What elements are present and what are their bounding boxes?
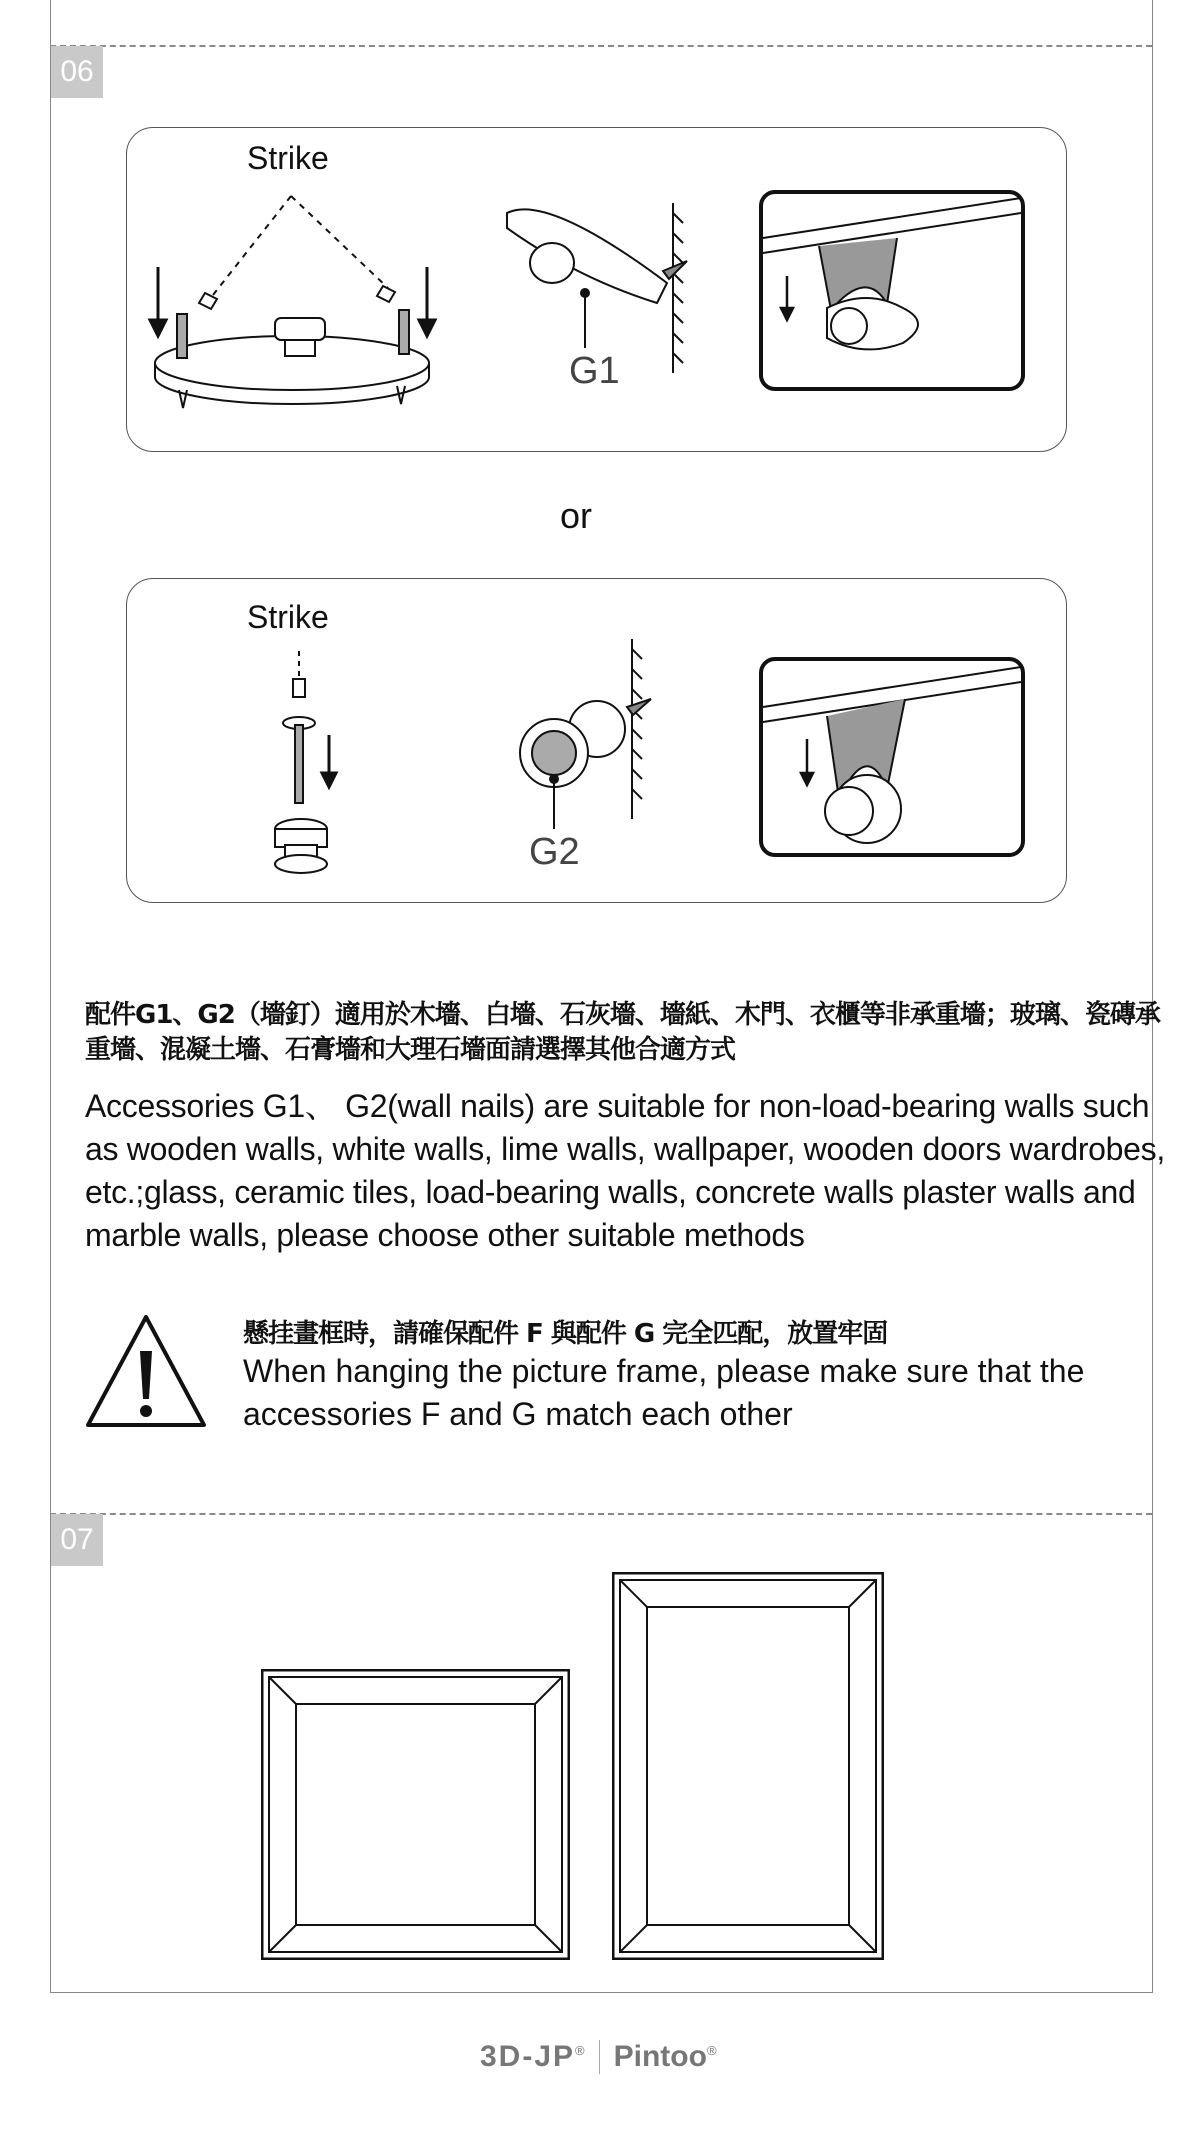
section-divider (50, 1513, 1152, 1515)
note-english: Accessories G1、 G2(wall nails) are suitable for non-load-bearing walls such as wooden walls, white walls, lime walls, wallpaper, wooden doors wardrobes, etc.;glass, ceramic tiles, load-bearing walls, concrete walls plaster walls and marble walls, please choose other suitable methods (85, 1088, 1165, 1253)
border-bottom (50, 1992, 1153, 1993)
square-frame-illustration (261, 1669, 570, 1960)
part-label-g1: G1 (569, 350, 620, 392)
brand-3djp (480, 2040, 585, 2074)
instruction-panel-g2 (126, 578, 1067, 903)
brand-pintoo-text: Pintoo (613, 2040, 707, 2073)
border-left (50, 0, 51, 1992)
registered-mark: ® (575, 2043, 585, 2058)
instruction-panel-g1 (126, 127, 1067, 452)
note-chinese: 配件G1、G2（墻釘）適用於木墻、白墻、石灰墻、墻紙、木門、衣櫃等非承重墻；玻璃、瓷磚承重墻、混凝土墻、石膏墻和大理石墻面請選擇其他合適方式 (85, 1000, 1160, 1065)
registered-mark: ® (706, 2043, 717, 2058)
brand-pintoo (614, 2040, 717, 2074)
warning-triangle-icon (84, 1313, 208, 1429)
warning-english: When hanging the picture frame, please make sure that the accessories F and G match each other (243, 1353, 1085, 1432)
or-separator: or (560, 495, 593, 536)
logo-separator (599, 2040, 600, 2074)
border-right (1152, 0, 1153, 1992)
step-number-06: 06 (51, 46, 103, 98)
strike-label: Strike (247, 599, 329, 635)
portrait-frame-illustration (612, 1572, 884, 1960)
part-label-g2: G2 (529, 831, 580, 873)
warning-chinese: 懸挂畫框時，請確保配件 F 與配件 G 完全匹配，放置牢固 (243, 1319, 888, 1349)
footer-logo (480, 2040, 717, 2074)
strike-label: Strike (247, 140, 329, 176)
brand-3djp-text: 3D-JP (480, 2040, 576, 2073)
section-divider (50, 45, 1152, 47)
step-number-07: 07 (51, 1514, 103, 1566)
